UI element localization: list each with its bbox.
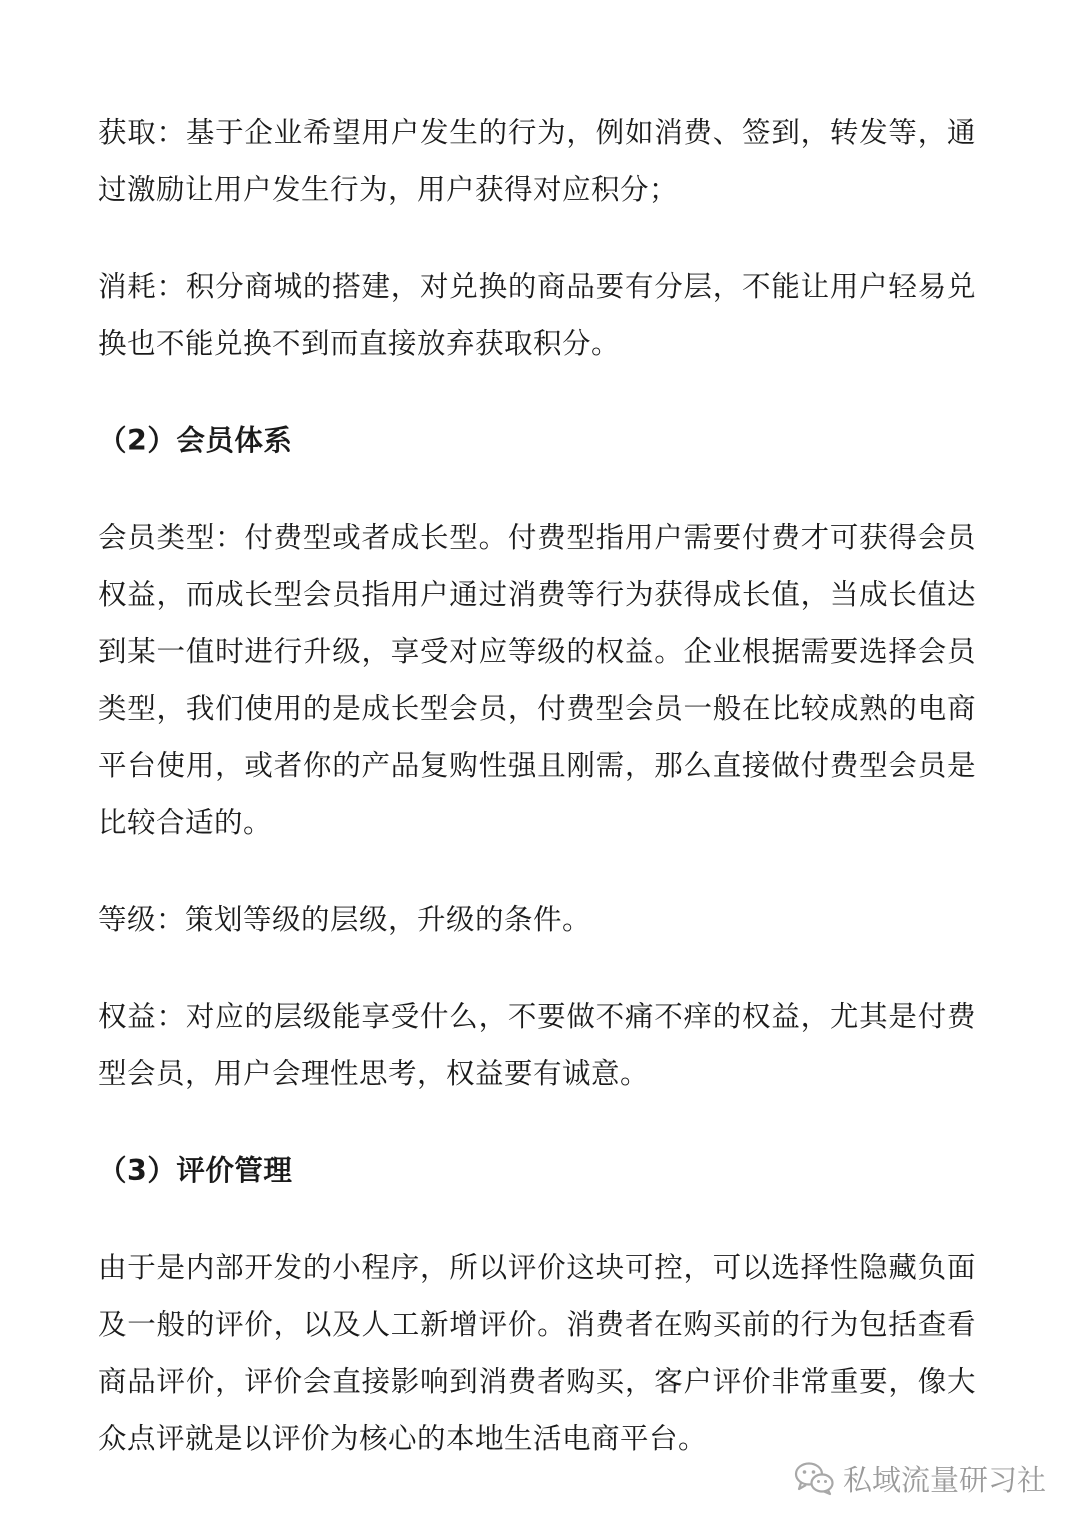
- watermark-text: 私域流量研习社: [842, 1462, 1046, 1497]
- article-body: [98, 104, 976, 1507]
- paragraph-review-management: 由于是内部开发的小程序，所以评价这块可控，可以选择性隐藏负面及一般的评价，以及人工新增评价。消费者在购买前的行为包括查看商品评价，评价会直接影响到消费者购买，客户评价非常重要，像大众点评就是以评价为核心的本地生活电商平台。: [98, 1251, 976, 1455]
- wechat-icon: [793, 1460, 835, 1496]
- section-heading-membership: （2）会员体系: [98, 424, 293, 457]
- paragraph-member-type: 会员类型：付费型或者成长型。付费型指用户需要付费才可获得会员权益，而成长型会员指用户通过消费等行为获得成长值，当成长值达到某一值时进行升级，享受对应等级的权益。企业根据需要选择会员类型，我们使用的是成长型会员，付费型会员一般在比较成熟的电商平台使用，或者你的产品复购性强且刚需，那么直接做付费型会员是比较合适的。: [98, 521, 976, 839]
- paragraph-acquire: 获取：基于企业希望用户发生的行为，例如消费、签到，转发等，通过激励让用户发生行为，用户获得对应积分；: [98, 116, 976, 206]
- watermark: [793, 1450, 1046, 1506]
- paragraph-level: 等级：策划等级的层级，升级的条件。: [98, 903, 592, 936]
- paragraph-consume: 消耗：积分商城的搭建，对兑换的商品要有分层，不能让用户轻易兑换也不能兑换不到而直接放弃获取积分。: [98, 270, 976, 360]
- section-heading-reviews: （3）评价管理: [98, 1154, 293, 1187]
- paragraph-benefits: 权益：对应的层级能享受什么，不要做不痛不痒的权益，尤其是付费型会员，用户会理性思考，权益要有诚意。: [98, 1000, 976, 1090]
